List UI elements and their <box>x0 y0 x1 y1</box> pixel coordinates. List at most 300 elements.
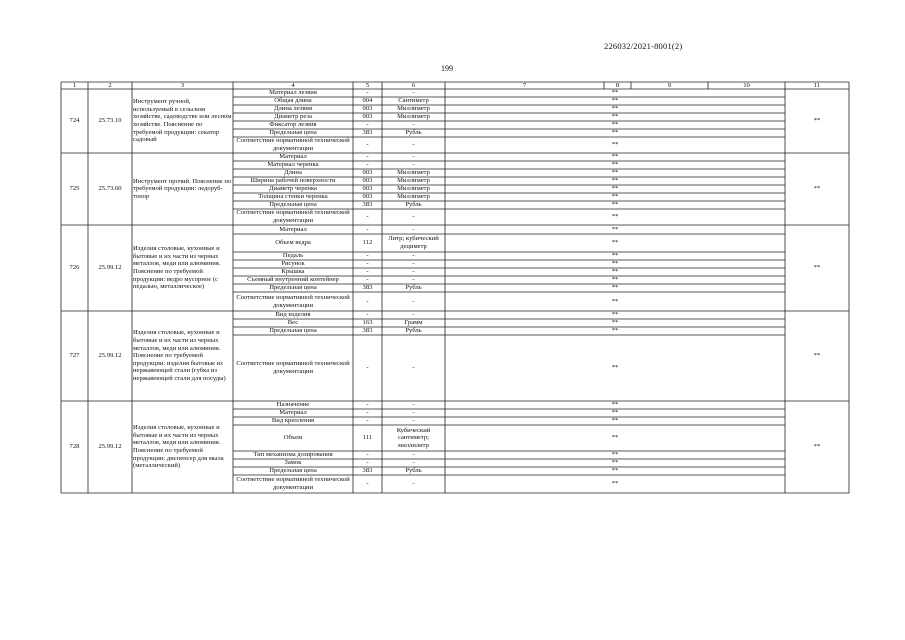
characteristic-value-text: ** <box>611 459 619 467</box>
unit-name-text: - <box>412 161 415 169</box>
unit-code <box>354 234 381 252</box>
characteristic-value-text: ** <box>611 201 619 209</box>
unit-name-text: - <box>412 153 415 161</box>
unit-code-text: - <box>366 364 369 372</box>
characteristic-value-text: ** <box>611 225 619 233</box>
unit-name-text: Рубль <box>405 327 422 335</box>
row-number <box>62 225 87 311</box>
characteristic-value-text: ** <box>611 177 619 185</box>
characteristic-name <box>234 284 352 292</box>
characteristic-name-text: Диаметр черенка <box>269 185 317 193</box>
column-header-11-text: 11 <box>813 82 821 89</box>
unit-code <box>354 113 381 121</box>
unit-code-text: 112 <box>362 239 373 247</box>
unit-code-text: 383 <box>362 129 373 137</box>
unit-code <box>354 311 381 319</box>
unit-name-text: - <box>412 409 415 417</box>
characteristic-value-text: ** <box>611 467 619 475</box>
unit-name <box>383 252 444 260</box>
okpd-code <box>89 89 131 153</box>
characteristic-value <box>446 335 784 401</box>
unit-code <box>354 225 381 234</box>
column-header-10-text: 10 <box>743 82 750 89</box>
unit-code-text: - <box>366 276 369 284</box>
characteristic-name <box>234 193 352 201</box>
characteristic-value <box>446 284 784 292</box>
unit-name-text: - <box>412 141 415 149</box>
unit-code <box>354 327 381 335</box>
characteristic-name-text: Фиксатор лезвия <box>269 121 317 129</box>
unit-name-text: - <box>412 297 415 305</box>
unit-name <box>383 467 444 475</box>
characteristic-name <box>234 169 352 177</box>
okpd-code <box>89 401 131 493</box>
unit-name-text: - <box>412 480 415 488</box>
unit-code <box>354 97 381 105</box>
column-11-value-text: ** <box>813 185 821 193</box>
unit-name <box>383 409 444 417</box>
characteristic-value <box>446 209 784 225</box>
characteristic-name-text: Материал <box>279 225 307 233</box>
row-number <box>62 89 87 153</box>
characteristic-value-text: ** <box>611 268 619 276</box>
unit-code-text: - <box>366 121 369 129</box>
unit-code <box>354 89 381 97</box>
characteristic-name <box>234 129 352 137</box>
characteristic-name <box>234 451 352 459</box>
unit-name-text: - <box>412 451 415 459</box>
unit-name-text: - <box>412 260 415 268</box>
column-11-value-text: ** <box>813 352 821 360</box>
unit-code-text: 003 <box>362 169 373 177</box>
unit-name <box>383 129 444 137</box>
unit-name <box>383 459 444 467</box>
unit-name <box>383 161 444 169</box>
characteristic-name-text: Общая длина <box>274 97 312 105</box>
unit-name-text: - <box>412 225 415 233</box>
characteristic-name <box>234 327 352 335</box>
unit-code-text: - <box>366 297 369 305</box>
characteristic-value <box>446 252 784 260</box>
characteristic-name <box>234 459 352 467</box>
characteristic-name-text: Предельная цена <box>269 467 317 475</box>
column-header-8 <box>605 82 630 89</box>
characteristic-name-text: Объем <box>283 434 303 442</box>
page-number: 199 <box>441 64 453 73</box>
unit-code-text: - <box>366 480 369 488</box>
unit-name <box>383 260 444 268</box>
unit-name-text: Рубль <box>405 129 422 137</box>
unit-code-text: 003 <box>362 185 373 193</box>
unit-name <box>383 311 444 319</box>
characteristic-value <box>446 177 784 185</box>
unit-code-text: 003 <box>362 177 373 185</box>
unit-name <box>383 276 444 284</box>
characteristic-value-text: ** <box>611 319 619 327</box>
characteristic-name <box>234 113 352 121</box>
characteristic-value-text: ** <box>611 480 619 488</box>
unit-code-text: 003 <box>362 105 373 113</box>
column-header-4 <box>234 82 352 89</box>
product-description <box>133 225 232 311</box>
unit-name <box>383 234 444 252</box>
column-11-value-text: ** <box>813 264 821 272</box>
unit-name <box>383 113 444 121</box>
product-description-text: Изделия столовые, кухонные и бытовые и их части из черных металлов, меди или алюминия. Пояснение по требуемой продукции: диспенсер для мыла (металлический) <box>133 424 224 470</box>
unit-name <box>383 137 444 153</box>
characteristic-value-text: ** <box>611 193 619 201</box>
characteristic-value <box>446 129 784 137</box>
characteristic-value <box>446 121 784 129</box>
characteristic-name-text: Предельная цена <box>269 201 317 209</box>
unit-code <box>354 121 381 129</box>
unit-code-text: - <box>366 459 369 467</box>
characteristic-value <box>446 201 784 209</box>
characteristic-name-text: Предельная цена <box>269 327 317 335</box>
characteristic-value <box>446 459 784 467</box>
characteristic-value <box>446 425 784 451</box>
unit-code <box>354 451 381 459</box>
unit-code-text: - <box>366 252 369 260</box>
column-11-value-text: ** <box>813 117 821 125</box>
characteristic-name <box>234 185 352 193</box>
unit-name <box>383 153 444 161</box>
unit-name <box>383 185 444 193</box>
okpd-code-text: 25.99.12 <box>98 352 122 360</box>
characteristic-name <box>234 401 352 409</box>
characteristic-value-text: ** <box>611 276 619 284</box>
unit-code-text: 383 <box>362 284 373 292</box>
characteristic-value-text: ** <box>611 89 619 97</box>
characteristic-value-text: ** <box>611 185 619 193</box>
unit-name-text: - <box>412 121 415 129</box>
unit-name <box>383 121 444 129</box>
characteristic-name-text: Соответствие нормативной технической документации <box>236 137 350 152</box>
product-description-text: Изделия столовые, кухонные и бытовые и их части из черных металлов, меди или алюминия. Пояснение по требуемой продукции: изделия бытовые из нержавеющей стали (губка из нержавеющей стали для посуды) <box>133 329 226 382</box>
unit-code-text: - <box>366 260 369 268</box>
unit-code-text: - <box>366 311 369 319</box>
unit-code <box>354 201 381 209</box>
product-description <box>133 89 232 153</box>
characteristic-value <box>446 319 784 327</box>
characteristic-value <box>446 268 784 276</box>
characteristic-name-text: Съемный внутренний контейнер <box>247 276 339 284</box>
unit-code-text: 383 <box>362 201 373 209</box>
characteristic-value-text: ** <box>611 161 619 169</box>
unit-name-text: - <box>412 276 415 284</box>
okpd-code-text: 25.73.10 <box>98 117 122 125</box>
characteristic-name-text: Вес <box>287 319 299 327</box>
unit-name <box>383 97 444 105</box>
unit-name <box>383 319 444 327</box>
unit-name-text: - <box>412 311 415 319</box>
characteristic-value <box>446 475 784 493</box>
row-number-text: 728 <box>69 443 80 451</box>
unit-name <box>383 417 444 425</box>
column-header-1-text: 1 <box>72 82 77 89</box>
column-11-value <box>786 311 848 401</box>
characteristic-name-text: Длина лезвия <box>274 105 312 113</box>
unit-name-text: Миллиметр <box>397 185 430 193</box>
unit-name-text: Миллиметр <box>397 105 430 113</box>
unit-code <box>354 409 381 417</box>
column-header-4-text: 4 <box>291 82 295 89</box>
row-number-text: 726 <box>69 264 80 272</box>
unit-code <box>354 268 381 276</box>
characteristic-name <box>234 201 352 209</box>
unit-code <box>354 185 381 193</box>
characteristic-value <box>446 153 784 161</box>
characteristic-name <box>234 137 352 153</box>
column-header-9-text: 9 <box>667 82 672 89</box>
unit-code-text: 163 <box>362 319 373 327</box>
unit-name-text: - <box>412 364 415 372</box>
characteristic-value-text: ** <box>611 311 619 319</box>
characteristic-name-text: Соответствие нормативной технической документации <box>236 209 350 224</box>
characteristic-name-text: Ширина рабочей поверхности <box>250 177 336 185</box>
characteristic-name <box>234 276 352 284</box>
unit-code-text: - <box>366 401 369 409</box>
column-header-6 <box>383 82 444 89</box>
unit-name <box>383 105 444 113</box>
characteristic-value-text: ** <box>611 141 619 149</box>
characteristic-value-text: ** <box>611 252 619 260</box>
characteristic-name-text: Вид изделия <box>275 311 311 319</box>
unit-name <box>383 193 444 201</box>
unit-code <box>354 276 381 284</box>
unit-code-text: - <box>366 225 369 233</box>
unit-name <box>383 425 444 451</box>
characteristic-value-text: ** <box>611 417 619 425</box>
characteristic-name-text: Вид крепления <box>271 417 315 425</box>
unit-code-text: - <box>366 213 369 221</box>
column-header-3-text: 3 <box>180 82 185 89</box>
characteristic-name <box>234 225 352 234</box>
characteristic-name <box>234 268 352 276</box>
unit-code <box>354 169 381 177</box>
characteristic-name <box>234 234 352 252</box>
characteristic-name-text: Соответствие нормативной технической документации <box>236 360 350 375</box>
characteristic-name-text: Соответствие нормативной технической документации <box>236 476 350 491</box>
characteristic-name <box>234 409 352 417</box>
characteristic-value <box>446 401 784 409</box>
unit-name <box>383 177 444 185</box>
unit-name-text: Литр; кубический дециметр <box>388 235 439 250</box>
unit-name-text: Миллиметр <box>397 177 430 185</box>
characteristic-value-text: ** <box>611 97 619 105</box>
unit-code <box>354 425 381 451</box>
characteristic-name-text: Материал лезвия <box>269 89 317 97</box>
unit-name-text: Грамм <box>404 319 423 327</box>
column-header-7-text: 7 <box>522 82 527 89</box>
characteristic-name <box>234 319 352 327</box>
unit-code <box>354 137 381 153</box>
unit-name <box>383 475 444 493</box>
row-number <box>62 311 87 401</box>
characteristic-value-text: ** <box>611 284 619 292</box>
characteristic-name <box>234 153 352 161</box>
column-11-value <box>786 401 848 493</box>
unit-name <box>383 225 444 234</box>
unit-name <box>383 209 444 225</box>
row-number-text: 727 <box>69 352 80 360</box>
characteristic-name-text: Педаль <box>282 252 304 260</box>
characteristic-value <box>446 161 784 169</box>
unit-name-text: - <box>412 459 415 467</box>
unit-code <box>354 292 381 311</box>
unit-code-text: - <box>366 161 369 169</box>
characteristic-name-text: Замок <box>284 459 302 467</box>
characteristic-value <box>446 276 784 284</box>
characteristic-value-text: ** <box>611 409 619 417</box>
unit-code-text: - <box>366 89 369 97</box>
unit-name <box>383 169 444 177</box>
product-description-text: Изделия столовые, кухонные и бытовые и их части из черных металлов, меди или алюминия. Пояснение по требуемой продукции: ведро мусорное (с педалью, металлическое) <box>133 245 221 291</box>
characteristic-name <box>234 89 352 97</box>
unit-code-text: 003 <box>362 113 373 121</box>
product-description <box>133 153 232 225</box>
unit-name-text: - <box>412 268 415 276</box>
column-header-7 <box>446 82 603 89</box>
characteristic-name <box>234 417 352 425</box>
characteristic-name <box>234 425 352 451</box>
characteristic-value <box>446 137 784 153</box>
unit-code <box>354 209 381 225</box>
unit-name-text: - <box>412 213 415 221</box>
characteristic-name <box>234 209 352 225</box>
characteristic-name-text: Крышка <box>281 268 305 276</box>
characteristic-value <box>446 113 784 121</box>
characteristic-value <box>446 169 784 177</box>
characteristic-value-text: ** <box>611 121 619 129</box>
column-header-9 <box>632 82 707 89</box>
characteristic-value-text: ** <box>611 213 619 221</box>
unit-name <box>383 327 444 335</box>
unit-code-text: - <box>366 451 369 459</box>
characteristic-name-text: Предельная цена <box>269 284 317 292</box>
characteristic-value-text: ** <box>611 451 619 459</box>
unit-code <box>354 284 381 292</box>
unit-code-text: 004 <box>362 97 373 105</box>
unit-name <box>383 201 444 209</box>
characteristic-name <box>234 260 352 268</box>
okpd-code-text: 25.99.12 <box>98 264 122 272</box>
unit-name <box>383 292 444 311</box>
characteristic-name-text: Толщина стенки черенка <box>258 193 328 201</box>
characteristic-name <box>234 335 352 401</box>
characteristic-value-text: ** <box>611 364 619 372</box>
characteristic-value-text: ** <box>611 401 619 409</box>
characteristic-name <box>234 475 352 493</box>
unit-code <box>354 129 381 137</box>
unit-code-text: - <box>366 153 369 161</box>
column-header-2-text: 2 <box>108 82 112 89</box>
characteristic-value <box>446 97 784 105</box>
unit-code-text: - <box>366 417 369 425</box>
column-header-10 <box>709 82 784 89</box>
characteristic-name-text: Рисунок <box>281 260 305 268</box>
characteristic-name-text: Предельная цена <box>269 129 317 137</box>
unit-name-text: Миллиметр <box>397 169 430 177</box>
characteristic-name <box>234 105 352 113</box>
characteristic-value <box>446 327 784 335</box>
characteristic-value-text: ** <box>611 260 619 268</box>
unit-code <box>354 161 381 169</box>
unit-name <box>383 268 444 276</box>
column-11-value-text: ** <box>813 443 821 451</box>
characteristic-value-text: ** <box>611 153 619 161</box>
okpd-code <box>89 311 131 401</box>
unit-code <box>354 177 381 185</box>
unit-name-text: - <box>412 89 415 97</box>
unit-name-text: - <box>412 417 415 425</box>
characteristic-value-text: ** <box>611 434 619 442</box>
characteristic-name <box>234 121 352 129</box>
characteristic-value-text: ** <box>611 297 619 305</box>
unit-code <box>354 467 381 475</box>
unit-code <box>354 401 381 409</box>
okpd-code-text: 25.99.12 <box>98 443 122 451</box>
column-header-5 <box>354 82 381 89</box>
unit-code <box>354 335 381 401</box>
unit-code-text: 383 <box>362 467 373 475</box>
characteristic-name-text: Тип механизма дозирования <box>253 451 333 459</box>
unit-name-text: - <box>412 401 415 409</box>
characteristic-value <box>446 105 784 113</box>
unit-code-text: - <box>366 141 369 149</box>
product-description <box>133 401 232 493</box>
characteristic-name <box>234 177 352 185</box>
unit-name-text: Кубический сантиметр; миллилитр <box>396 426 431 449</box>
unit-name <box>383 89 444 97</box>
characteristic-name <box>234 311 352 319</box>
unit-name <box>383 335 444 401</box>
characteristic-value <box>446 311 784 319</box>
unit-name-text: Миллиметр <box>397 193 430 201</box>
okpd-code <box>89 153 131 225</box>
characteristic-value <box>446 417 784 425</box>
characteristic-value <box>446 292 784 311</box>
unit-code <box>354 459 381 467</box>
column-header-3 <box>133 82 232 89</box>
unit-code <box>354 105 381 113</box>
unit-code-text: 003 <box>362 193 373 201</box>
characteristic-value <box>446 234 784 252</box>
characteristic-value-text: ** <box>611 129 619 137</box>
characteristic-value-text: ** <box>611 113 619 121</box>
characteristic-value-text: ** <box>611 105 619 113</box>
column-header-11 <box>786 82 848 89</box>
characteristic-value-text: ** <box>611 239 619 247</box>
column-header-6-text: 6 <box>411 82 416 89</box>
unit-name-text: Рубль <box>405 284 422 292</box>
document-id: 226032/2021-8001(2) <box>604 41 683 51</box>
characteristic-value <box>446 193 784 201</box>
row-number <box>62 153 87 225</box>
characteristic-name <box>234 467 352 475</box>
characteristic-name-text: Назначение <box>276 401 310 409</box>
characteristic-value <box>446 185 784 193</box>
characteristic-name-text: Объем ведра <box>275 239 311 247</box>
characteristic-value <box>446 451 784 459</box>
characteristic-name-text: Материал черенка <box>267 161 319 169</box>
characteristic-name <box>234 252 352 260</box>
product-description <box>133 311 232 401</box>
unit-code <box>354 417 381 425</box>
unit-name <box>383 451 444 459</box>
unit-name-text: Рубль <box>405 467 422 475</box>
unit-code <box>354 260 381 268</box>
